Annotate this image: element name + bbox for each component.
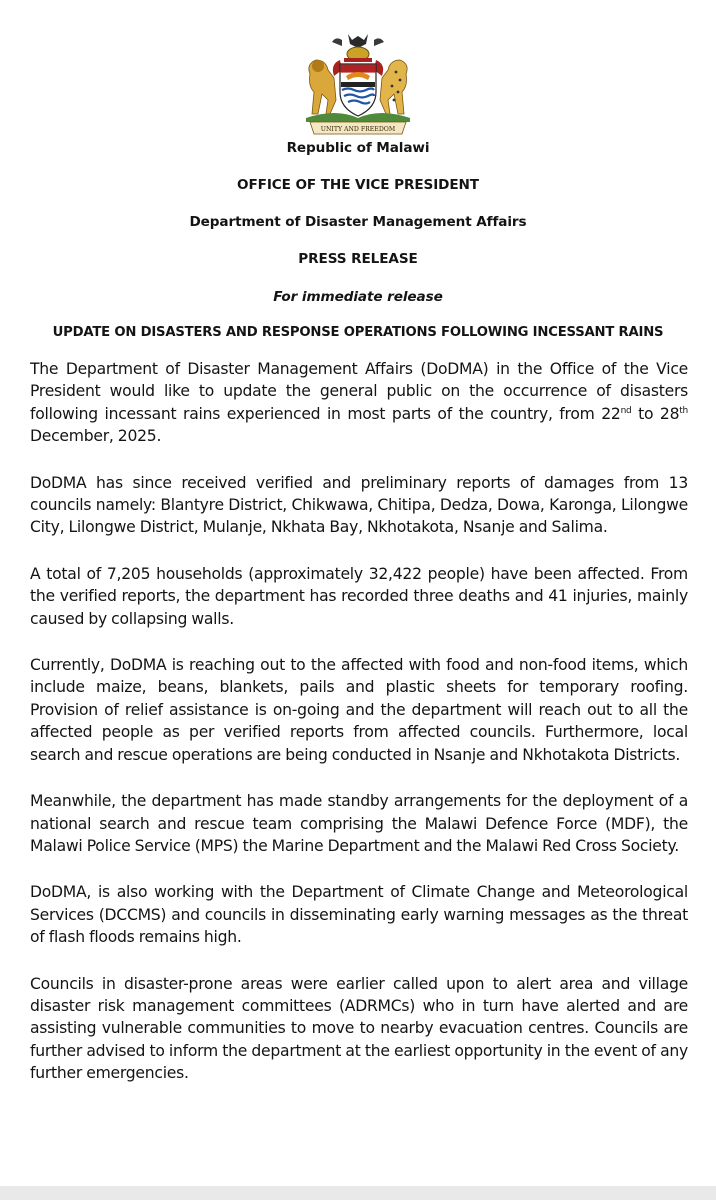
republic-heading: Republic of Malawi bbox=[286, 140, 430, 156]
document-type-heading: PRESS RELEASE bbox=[298, 251, 418, 267]
paragraph-early-warning: DoDMA, is also working with the Department of Climate Change and Meteorological Services (DCCMS) and councils in disseminating early warning messages as the threat of flash floods remains high. bbox=[30, 883, 688, 947]
office-heading: OFFICE OF THE VICE PRESIDENT bbox=[237, 177, 479, 193]
paragraph-intro-text: The Department of Disaster Management Affairs (DoDMA) in the Office of the Vice President would like to update the general public on the occurrence of disasters following incessant rains experienced in most parts of the country, from 22 bbox=[30, 360, 688, 423]
superscript-nd: nd bbox=[620, 405, 632, 416]
paragraph-councils-advisory: Councils in disaster-prone areas were earlier called upon to alert area and village disaster risk management committees (ADRMCs) who in turn have alerted and are assisting vulnerable communities to move to nearby evacuation centres. Councils are further advised to inform the department at the earliest opportunity in the event of any further emergencies. bbox=[30, 974, 688, 1083]
press-release-body bbox=[30, 358, 688, 1109]
department-heading: Department of Disaster Management Affairs bbox=[189, 214, 527, 230]
paragraph-search-rescue: Meanwhile, the department has made standby arrangements for the deployment of a national search and rescue team comprising the Malawi Defence Force (MDF), the Malawi Police Service (MPS) the Marine Department and the Malawi Red Cross Society. bbox=[30, 792, 688, 855]
paragraph-intro bbox=[30, 358, 688, 448]
release-note: For immediate release bbox=[273, 289, 443, 305]
coat-of-arms-emblem bbox=[296, 30, 420, 138]
paragraph-councils: DoDMA has since received verified and preliminary reports of damages from 13 councils namely: Blantyre District, Chikwawa, Chitipa, Dedza, Dowa, Karonga, Lilongwe City, Lilongwe District, Mulanje, Nkhata Bay, Nkhotakota, Nsanje and Salima. bbox=[30, 473, 688, 537]
superscript-th: th bbox=[679, 405, 688, 416]
page-bottom-edge bbox=[0, 1186, 716, 1200]
paragraph-casualties: A total of 7,205 households (approximately 32,422 people) have been affected. From the verified reports, the department has recorded three deaths and 41 injuries, mainly caused by collapsing walls. bbox=[30, 564, 688, 628]
emblem-motto: UNITY AND FREEDOM bbox=[320, 126, 396, 133]
paragraph-relief: Currently, DoDMA is reaching out to the affected with food and non-food items, which include maize, beans, blankets, pails and plastic sheets for temporary roofing. Provision of relief assistance is on-going and the department will reach out to all the affected people as per verified reports from affected councils. Furthermore, local search and rescue operations are being conducted in Nsanje and Nkhotakota Districts. bbox=[30, 656, 688, 764]
press-release-headline: UPDATE ON DISASTERS AND RESPONSE OPERATIONS FOLLOWING INCESSANT RAINS bbox=[52, 325, 664, 340]
paragraph-intro-mid: to 28 bbox=[631, 404, 680, 423]
paragraph-intro-end: December, 2025. bbox=[30, 427, 162, 446]
